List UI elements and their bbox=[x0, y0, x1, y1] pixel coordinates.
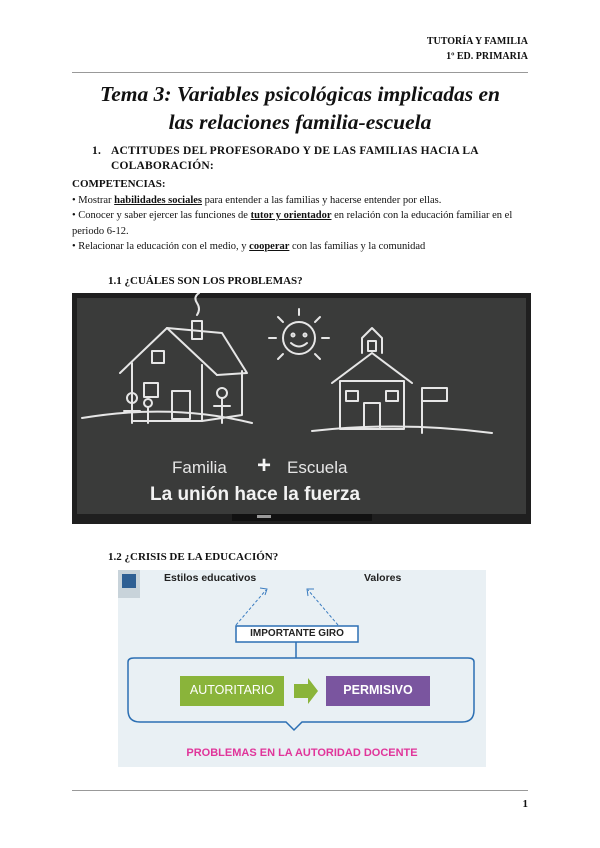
autoritario-box: AUTORITARIO bbox=[189, 683, 275, 697]
page-title bbox=[72, 80, 528, 136]
header-divider bbox=[72, 72, 528, 73]
competencias-block bbox=[72, 177, 532, 255]
chalkboard-illustration bbox=[72, 293, 531, 524]
competencias-heading: COMPETENCIAS: bbox=[72, 178, 166, 190]
important-turn-box: IMPORTANTE GIRO bbox=[250, 628, 344, 639]
section-1-title: ACTITUDES DEL PROFESORADO Y DE LAS FAMILIAS HACIA LA COLABORACIÓN: bbox=[111, 145, 479, 172]
label-estilos-educativos: Estilos educativos bbox=[164, 572, 257, 584]
section-1-heading bbox=[92, 144, 532, 174]
subsection-1-1-heading: 1.1 ¿CUÁLES SON LOS PROBLEMAS? bbox=[108, 275, 303, 287]
chalk-text-motto: La unión hace la fuerza bbox=[150, 484, 361, 505]
keyword-cooperar: cooperar bbox=[249, 241, 290, 252]
page-number: 1 bbox=[522, 798, 528, 810]
section-1-number: 1. bbox=[92, 145, 102, 157]
label-valores: Valores bbox=[364, 572, 402, 584]
crisis-diagram bbox=[118, 570, 486, 767]
header-line-2: 1º ED. PRIMARIA bbox=[446, 51, 528, 62]
header-line-1: TUTORÍA Y FAMILIA bbox=[426, 36, 528, 47]
title-line-2: las relaciones familia-escuela bbox=[168, 110, 432, 134]
chalk-text-familia: Familia bbox=[172, 458, 227, 477]
keyword-habilidades: habilidades sociales bbox=[114, 194, 202, 206]
chalk-text-plus: + bbox=[257, 452, 272, 479]
permisivo-box: PERMISIVO bbox=[343, 683, 413, 697]
chalk-text-escuela: Escuela bbox=[287, 458, 348, 477]
footer-divider bbox=[72, 790, 528, 791]
competencia-item-3: • Relacionar la educación con el medio, y cooperar con las familias y la comunidad bbox=[72, 241, 426, 252]
keyword-tutor: tutor y orientador bbox=[250, 210, 332, 221]
competencia-item-1: • Mostrar habilidades sociales para entender a las familias y hacerse entender por ellas. bbox=[72, 194, 442, 206]
competencia-item-2: • Conocer y saber ejercer las funciones de tutor y orientador en relación con la educación familiar en el periodo 6-12. bbox=[72, 210, 513, 237]
title-line-1: Tema 3: Variables psicológicas implicadas en bbox=[100, 82, 500, 106]
subsection-1-2-heading: 1.2 ¿CRISIS DE LA EDUCACIÓN? bbox=[108, 551, 279, 563]
running-header bbox=[427, 34, 528, 64]
problems-authority-label: PROBLEMAS EN LA AUTORIDAD DOCENTE bbox=[186, 747, 418, 759]
